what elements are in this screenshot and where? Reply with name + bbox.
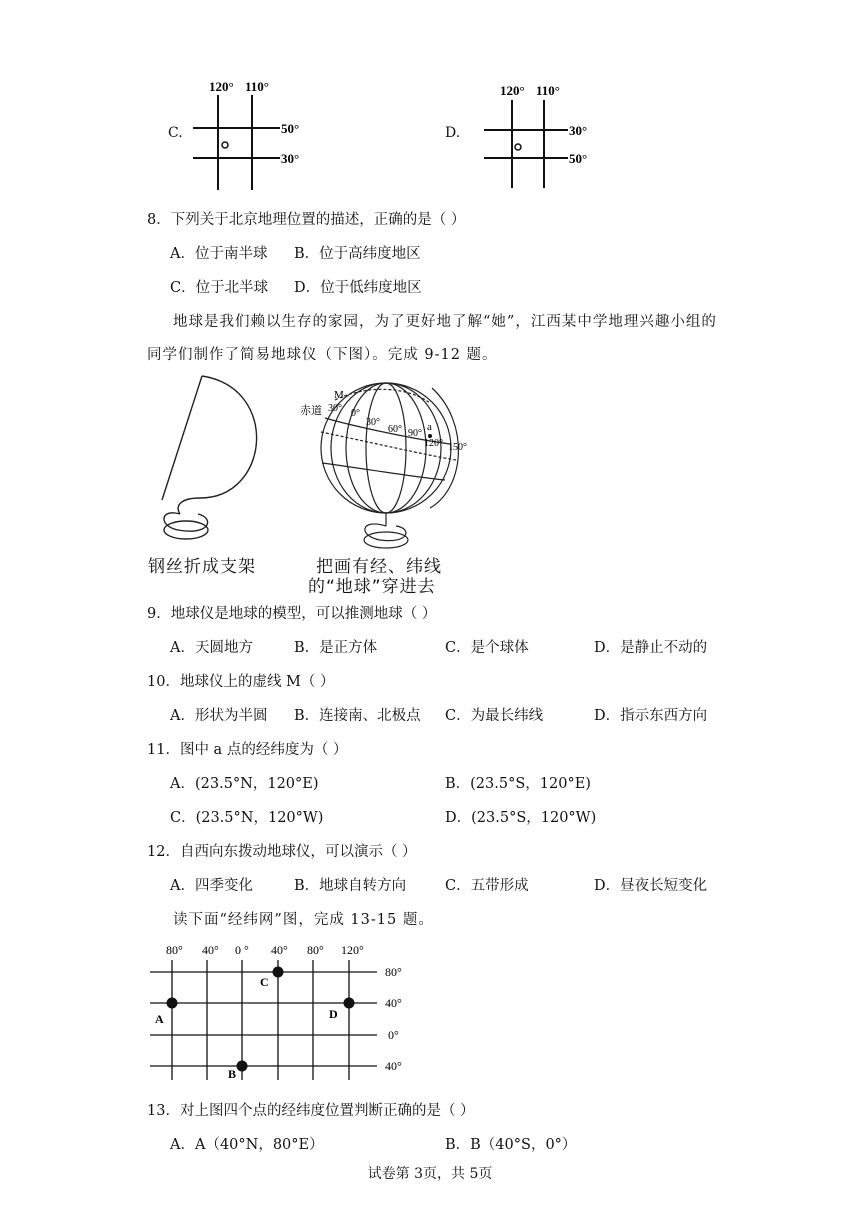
lat-label-50: 50° <box>281 121 300 136</box>
globe-label-30e: 30° <box>366 417 380 428</box>
map-lon-label-40e: 40° <box>271 943 288 957</box>
question-12-stem: 12．自西向东拨动地球仪，可以演示（ ） <box>147 844 417 860</box>
question-11-option-c: C．(23.5°N，120°W) <box>170 810 324 826</box>
caption-wire-stand: 钢丝折成支架 <box>148 557 256 577</box>
question-12-option-a: A．四季变化 <box>170 878 253 894</box>
lat-lon-grid-map <box>145 940 420 1080</box>
caption-globe-line1: 把画有经、纬线 <box>316 557 442 577</box>
grid-figure-c <box>185 75 325 195</box>
intro-13-15: 读下面“经纬网”图，完成 13-15 题。 <box>173 912 434 928</box>
question-8-option-c: C．位于北半球 <box>170 280 269 296</box>
question-9-option-b: B．是正方体 <box>294 640 378 656</box>
location-marker <box>222 142 228 148</box>
question-9-option-c: C．是个球体 <box>445 640 529 656</box>
page-footer: 试卷第 3页，共 5页 <box>367 1166 493 1182</box>
wire-stand-drawing <box>162 376 257 539</box>
map-point-d-label: D <box>329 1007 338 1021</box>
map-lon-label-80e: 80° <box>307 943 324 957</box>
question-12-option-c: C．五带形成 <box>445 878 529 894</box>
map-lon-label-80w: 80° <box>166 943 183 957</box>
lon-label-120: 120° <box>209 79 234 94</box>
map-point-c-label: C <box>260 975 269 989</box>
question-11-option-a: A．(23.5°N，120°E) <box>170 776 319 792</box>
question-8-option-a: A．位于南半球 <box>170 246 268 262</box>
question-9-option-d: D．是静止不动的 <box>594 640 708 656</box>
map-lon-label-120e: 120° <box>341 943 364 957</box>
question-8-option-d: D．位于低纬度地区 <box>294 280 422 296</box>
lon-label-110: 110° <box>536 83 560 98</box>
question-11-option-d: D．(23.5°S，120°W) <box>445 810 597 826</box>
question-9-stem: 9．地球仪是地球的模型，可以推测地球（ ） <box>147 606 437 622</box>
question-10-option-b: B．连接南、北极点 <box>294 708 421 724</box>
grid-figure-d <box>478 80 618 195</box>
globe-label-m: M <box>334 389 344 401</box>
location-marker <box>515 144 521 150</box>
option-c-label: C. <box>168 125 183 141</box>
question-12-option-b: B．地球自转方向 <box>294 878 407 894</box>
map-point-d <box>344 998 355 1009</box>
intro-9-12-line1: 地球是我们赖以生存的家园，为了更好地了解“她”，江西某中学地理兴趣小组的 <box>173 314 717 330</box>
question-13-option-a: A．A（40°N，80°E） <box>170 1137 324 1153</box>
map-lat-label-40n: 40° <box>385 996 402 1010</box>
map-point-a <box>167 998 178 1009</box>
globe-label-60e: 60° <box>388 424 402 435</box>
globe-label-150e: 150° <box>448 442 467 453</box>
lat-label-30: 30° <box>569 123 588 138</box>
map-point-b <box>237 1061 248 1072</box>
lon-label-110: 110° <box>245 79 269 94</box>
map-point-b-label: B <box>228 1067 237 1080</box>
globe-label-0: 0° <box>351 408 360 419</box>
question-11-option-b: B．(23.5°S，120°E) <box>445 776 591 792</box>
lon-label-120: 120° <box>500 83 525 98</box>
dashed-line-m <box>335 389 430 403</box>
question-12-option-d: D．昼夜长短变化 <box>594 878 708 894</box>
question-8-stem: 8．下列关于北京地理位置的描述，正确的是（ ） <box>147 212 466 228</box>
map-lat-label-40s: 40° <box>385 1059 402 1073</box>
question-8-option-b: B．位于高纬度地区 <box>294 246 421 262</box>
intro-9-12-line2: 同学们制作了简易地球仪（下图）。完成 9-12 题。 <box>147 347 498 363</box>
question-10-stem: 10．地球仪上的虚线 M（ ） <box>147 674 335 690</box>
caption-globe-line2: 的“地球”穿进去 <box>308 577 436 597</box>
question-13-stem: 13．对上图四个点的经纬度位置判断正确的是（ ） <box>147 1103 475 1119</box>
question-10-option-d: D．指示东西方向 <box>594 708 708 724</box>
question-13-option-b: B．B（40°S，0°） <box>445 1137 577 1153</box>
question-9-option-a: A．天圆地方 <box>170 640 253 656</box>
lat-label-50: 50° <box>569 151 588 166</box>
question-11-stem: 11．图中 a 点的经纬度为（ ） <box>147 742 348 758</box>
option-d-label: D. <box>445 125 461 141</box>
map-lon-label-0: 0 ° <box>235 943 249 957</box>
map-point-a-label: A <box>155 1012 164 1026</box>
lat-label-30: 30° <box>281 151 300 166</box>
globe-label-30w: 30° <box>328 403 342 414</box>
map-lat-label-80n: 80° <box>385 965 402 979</box>
globe-label-90e: 90° <box>408 428 422 439</box>
globe-label-equator: 赤道 <box>300 405 322 417</box>
globe-label-120e: 120° <box>424 438 443 449</box>
map-lon-label-40w: 40° <box>202 943 219 957</box>
globe-label-a: a <box>427 421 432 433</box>
map-lat-label-0: 0° <box>388 1028 399 1042</box>
question-10-option-a: A．形状为半圆 <box>170 708 268 724</box>
question-10-option-c: C．为最长纬线 <box>445 708 544 724</box>
map-point-c <box>273 967 284 978</box>
